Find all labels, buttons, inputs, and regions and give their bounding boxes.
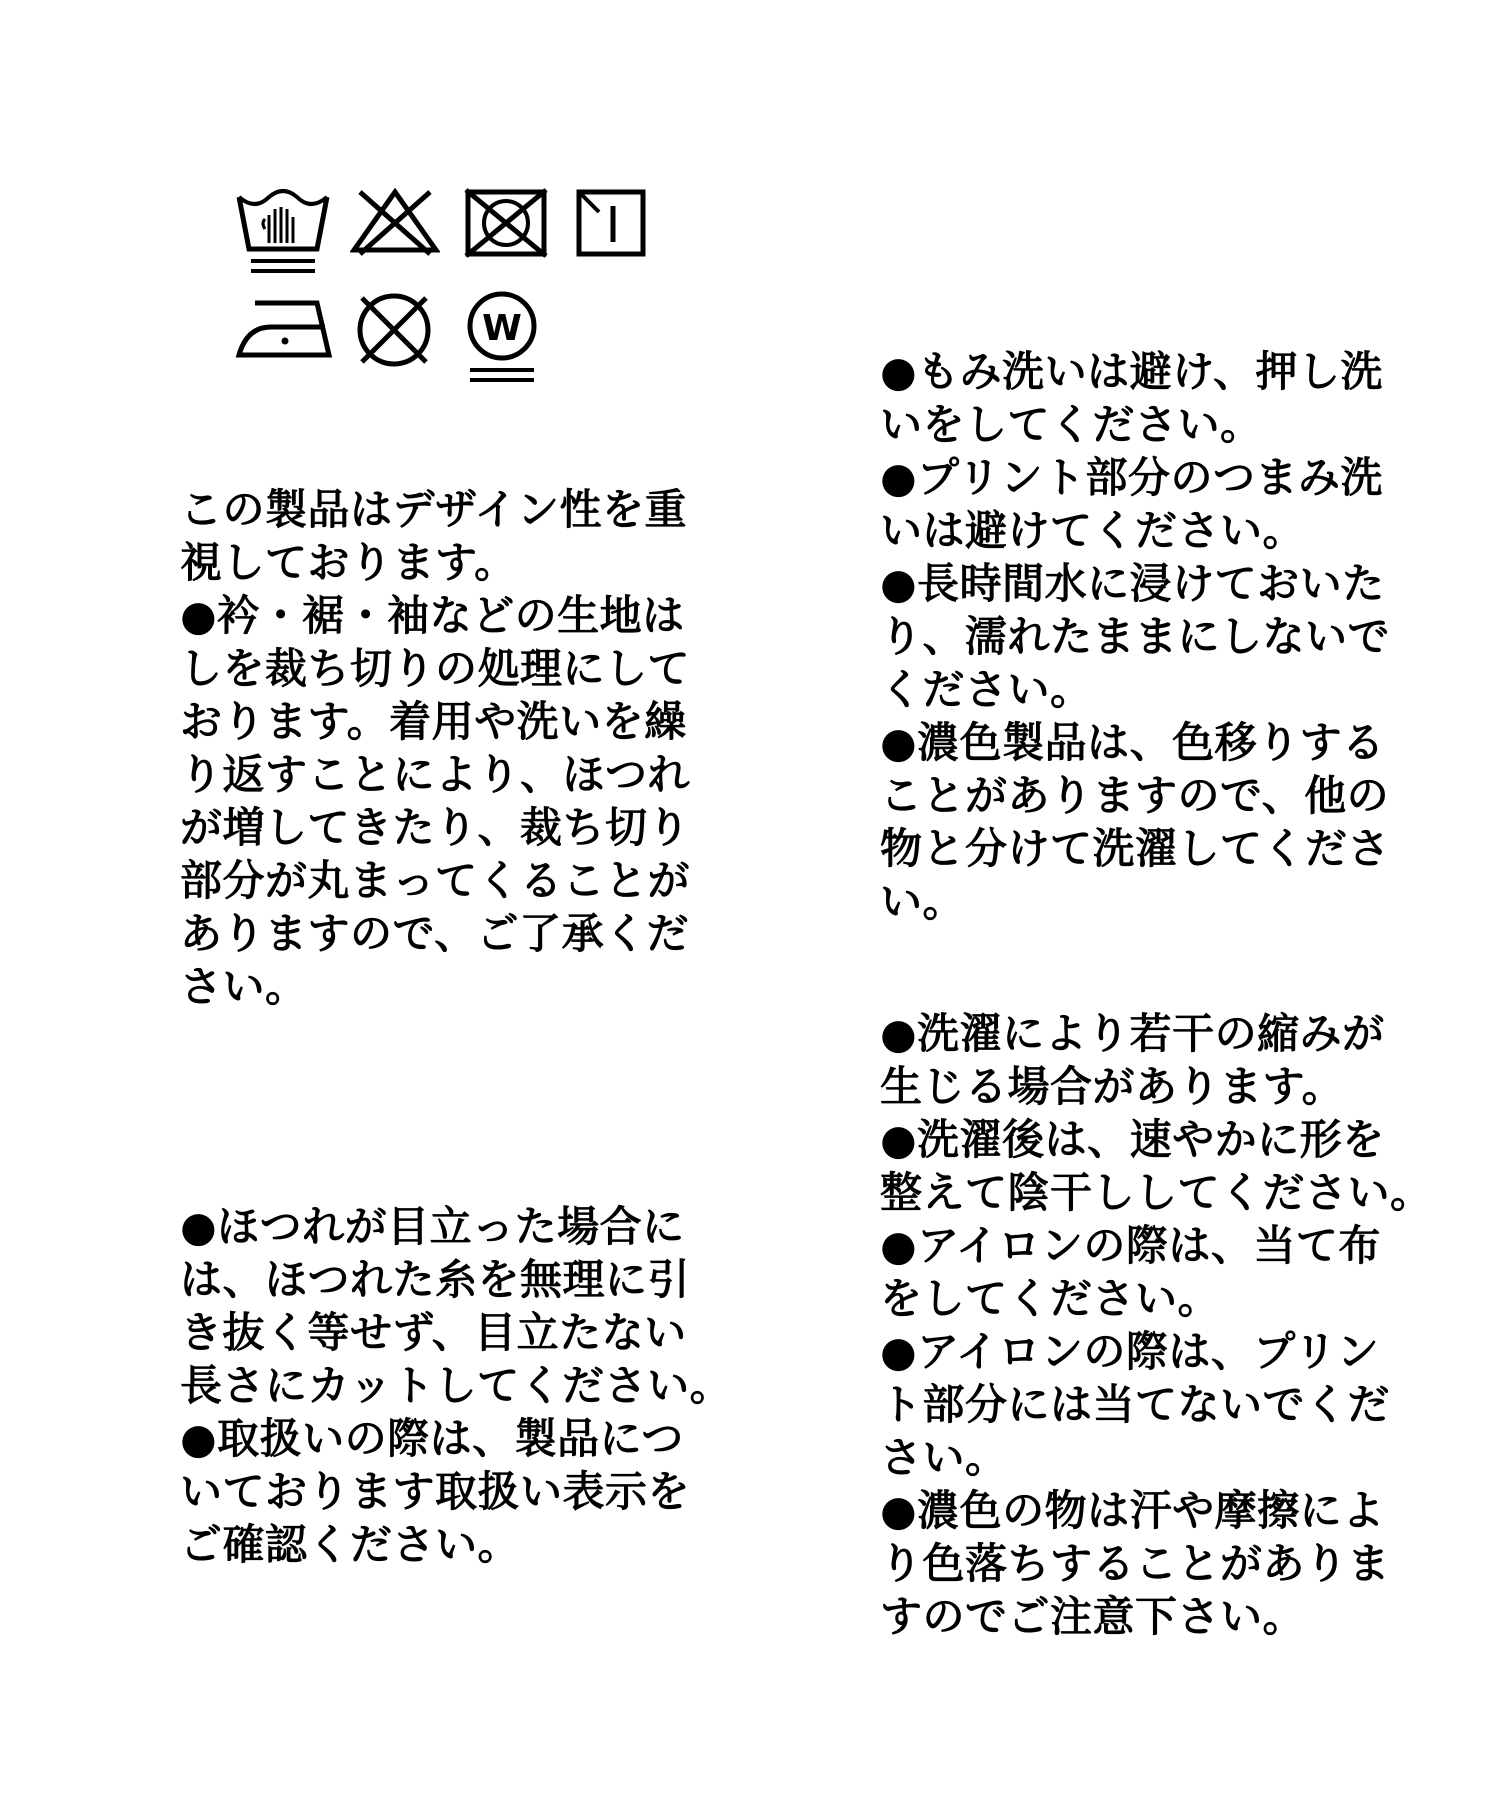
right-column-block-b	[880, 1007, 1433, 1643]
text-line: は、ほつれた糸を無理に引	[180, 1255, 691, 1304]
wet-clean-gentle-icon	[462, 290, 542, 386]
text-line: ください。	[880, 665, 1093, 714]
text-line: い。	[880, 877, 966, 926]
text-line: 物と分けて洗濯してくださ	[880, 824, 1391, 873]
text-line: しを裁ち切りの処理にして	[180, 644, 691, 693]
text-line: ト部分には当てないでくだ	[880, 1380, 1391, 1429]
text-line: ●濃色の物は汗や摩擦によ	[880, 1486, 1385, 1535]
text-line: り、濡れたままにしないで	[880, 612, 1391, 661]
text-line: ことがありますので、他の	[880, 771, 1390, 820]
text-line: この製品はデザイン性を重	[180, 485, 688, 534]
text-line: 生じる場合があります。	[880, 1062, 1345, 1111]
text-line: り色落ちすることがありま	[880, 1539, 1391, 1588]
text-line: ●濃色製品は、色移りする	[880, 718, 1385, 767]
text-line: ●衿・裾・袖などの生地は	[180, 591, 685, 640]
do-not-bleach-icon	[350, 188, 440, 258]
left-column-block-a	[180, 483, 690, 1013]
text-line: 整えて陰干ししてください。	[880, 1168, 1433, 1217]
text-line: き抜く等せず、目立たない	[180, 1308, 687, 1357]
text-line: ●ほつれが目立った場合に	[180, 1202, 685, 1251]
text-line: いをしてください。	[880, 400, 1263, 449]
text-line: さい。	[880, 1433, 1008, 1482]
text-line: ●もみ洗いは避け、押し洗	[880, 347, 1383, 396]
right-column-block-a	[880, 345, 1390, 928]
text-line: をしてください。	[880, 1274, 1221, 1323]
text-line: さい。	[180, 962, 308, 1011]
text-line: 視しております。	[180, 538, 517, 587]
text-line: ●プリント部分のつまみ洗	[880, 453, 1383, 502]
text-line: ●取扱いの際は、製品につ	[180, 1414, 684, 1463]
do-not-dry-clean-icon	[352, 290, 436, 370]
text-line: ●長時間水に浸けておいた	[880, 559, 1385, 608]
text-line: おります。着用や洗いを繰	[180, 697, 687, 746]
text-line: が増してきたり、裁ち切り	[180, 803, 691, 852]
left-truncated-heading	[262, 455, 722, 469]
text-line: 部分が丸まってくることが	[180, 856, 691, 905]
text-line: ●洗濯により若干の縮みが	[880, 1009, 1385, 1058]
text-line: すのでご注意下さい。	[880, 1592, 1306, 1641]
right-truncated-heading	[955, 318, 1395, 332]
text-line: いております取扱い表示を	[180, 1467, 691, 1516]
text-line: いは避けてください。	[880, 506, 1306, 555]
left-column-block-b	[180, 1200, 732, 1571]
text-line: ●洗濯後は、速やかに形を	[880, 1115, 1385, 1164]
line-dry-icon	[575, 188, 650, 258]
do-not-tumble-dry-icon	[462, 188, 552, 258]
text-line: ●アイロンの際は、当て布	[880, 1221, 1381, 1270]
svg-text:W: W	[482, 308, 522, 349]
hand-wash-gentle-icon	[235, 185, 335, 275]
text-line: り返すことにより、ほつれ	[180, 750, 691, 799]
text-line: ありますので、ご了承くだ	[180, 909, 690, 958]
text-line: ●アイロンの際は、プリン	[880, 1327, 1380, 1376]
text-line: 長さにカットしてください。	[180, 1361, 733, 1410]
text-line: ご確認ください。	[180, 1520, 521, 1569]
iron-low-icon	[235, 293, 335, 363]
